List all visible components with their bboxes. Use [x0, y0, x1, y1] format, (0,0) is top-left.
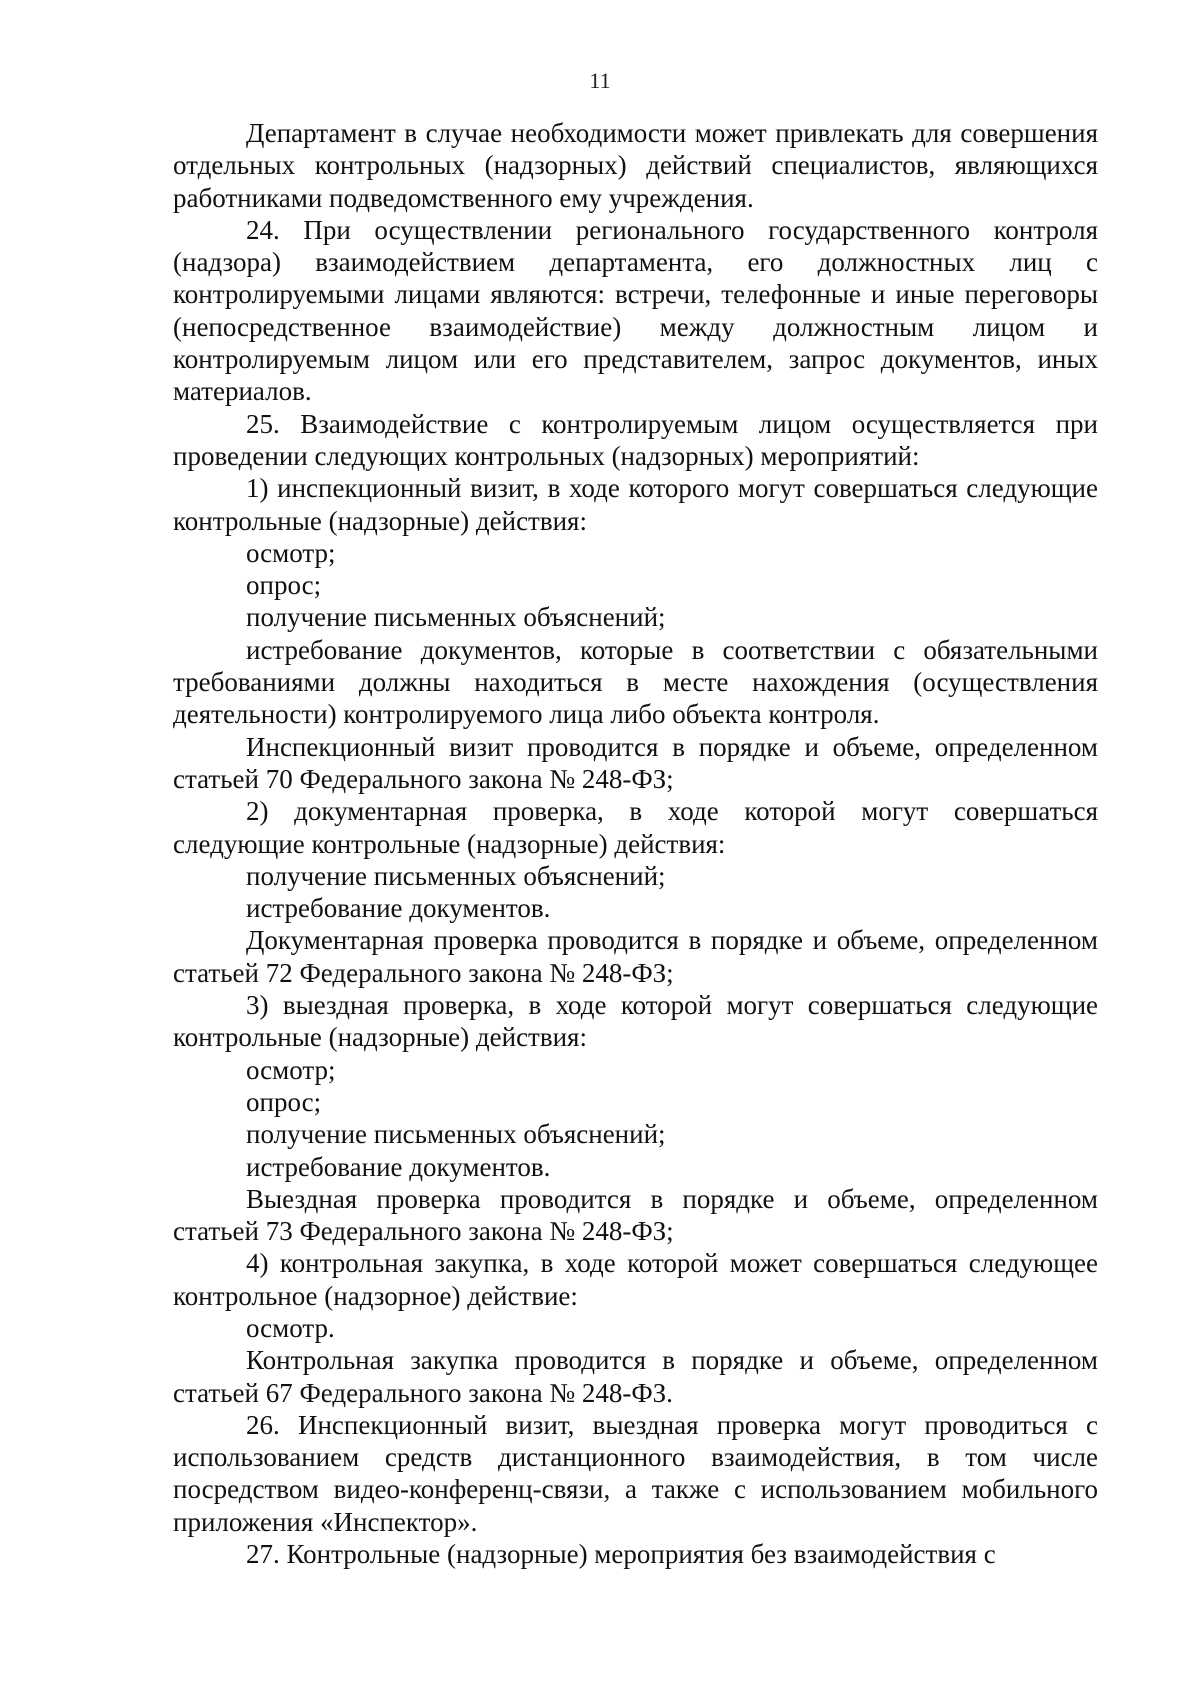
paragraph-24: 24. При осуществлении регионального государственного контроля (надзора) взаимодействием департамента, его должностных лиц с контролируемыми лицами являются: встречи, телефонные и иные переговоры (непосредственное взаимодействие) между должностным лицом и контролируемым лицом или его представителем, запрос документов, иных материалов.: [173, 214, 1098, 407]
paragraph-27: 27. Контрольные (надзорные) мероприятия без взаимодействия с: [246, 1539, 996, 1570]
action-item: осмотр.: [246, 1312, 335, 1343]
action-item: опрос;: [246, 570, 322, 601]
inspection-visit-procedure: Инспекционный визит проводится в порядке и объеме, определенном статьей 70 Федерального закона № 248-ФЗ;: [173, 731, 1098, 794]
document-body: [173, 117, 1098, 1570]
item-4-control-purchase: 4) контрольная закупка, в ходе которой может совершаться следующее контрольное (надзорное) действие:: [173, 1248, 1098, 1311]
documentary-check-procedure: Документарная проверка проводится в порядке и объеме, определенном статьей 72 Федерального закона № 248-ФЗ;: [173, 925, 1098, 988]
field-check-procedure: Выездная проверка проводится в порядке и объеме, определенном статьей 73 Федерального закона № 248-ФЗ;: [173, 1183, 1098, 1247]
paragraph-25: 25. Взаимодействие с контролируемым лицом осуществляется при проведении следующих контрольных (надзорных) мероприятий:: [173, 408, 1098, 471]
paragraph-26: 26. Инспекционный визит, выездная проверка могут проводиться с использованием средств дистанционного взаимодействия, в том числе посредством видео-конференц-связи, а также с использованием мобильного приложения «Инспектор».: [173, 1409, 1098, 1537]
action-item: истребование документов.: [246, 1151, 551, 1182]
action-item: осмотр;: [246, 1054, 336, 1085]
item-2-documentary-check: 2) документарная проверка, в ходе которой могут совершаться следующие контрольные (надзорные) действия:: [173, 796, 1098, 859]
action-item: осмотр;: [246, 537, 336, 568]
item-3-field-check: 3) выездная проверка, в ходе которой могут совершаться следующие контрольные (надзорные) действия:: [173, 990, 1098, 1053]
page-number: 11: [589, 68, 611, 93]
action-item: получение письменных объяснений;: [246, 860, 666, 891]
item-1-inspection-visit: 1) инспекционный визит, в ходе которого могут совершаться следующие контрольные (надзорные) действия:: [173, 473, 1098, 536]
action-item: получение письменных объяснений;: [246, 602, 666, 633]
action-item-documents-request: истребование документов, которые в соответствии с обязательными требованиями должны находиться в месте нахождения (осуществления деятельности) контролируемого лица либо объекта контроля.: [173, 634, 1098, 730]
action-item: опрос;: [246, 1086, 322, 1117]
control-purchase-procedure: Контрольная закупка проводится в порядке и объеме, определенном статьей 67 Федерального закона № 248-ФЗ.: [173, 1345, 1098, 1408]
action-item: истребование документов.: [246, 893, 551, 924]
paragraph-department-specialists: Департамент в случае необходимости может привлекать для совершения отдельных контрольных (надзорных) действий специалистов, являющихся работниками подведомственного ему учреждения.: [173, 118, 1098, 213]
action-item: получение письменных объяснений;: [246, 1119, 666, 1150]
